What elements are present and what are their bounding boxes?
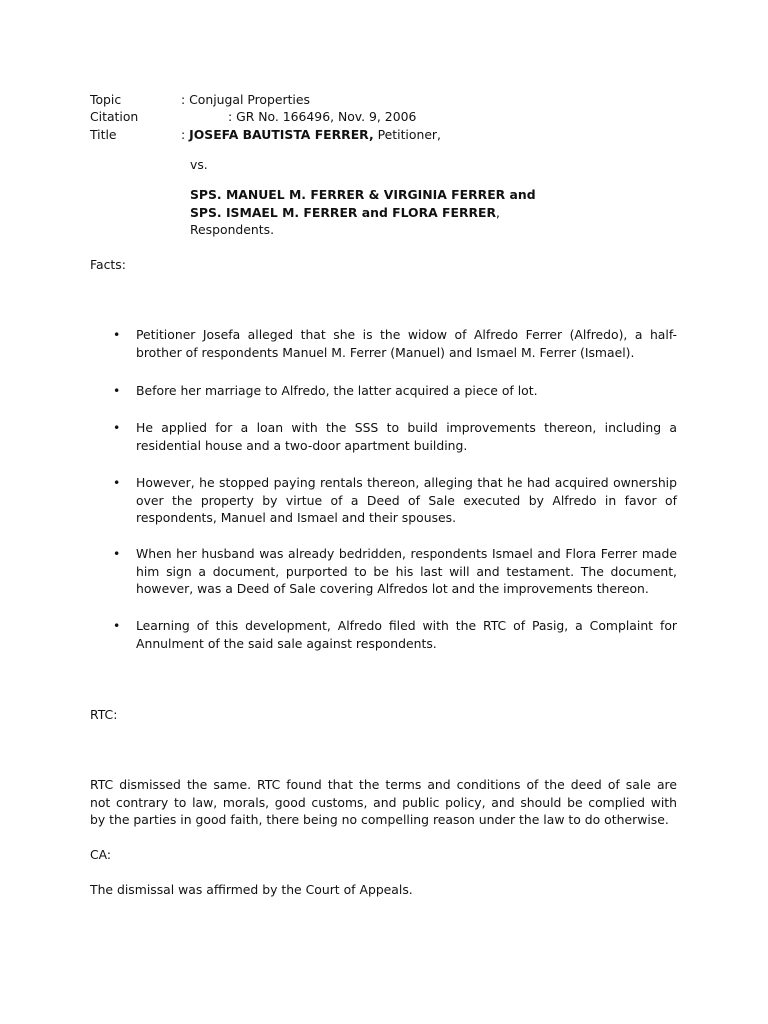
fact-4-line-1: However, he stopped paying rentals thereon, alleging that he had acquired ownership xyxy=(136,475,677,490)
fact-item-1 xyxy=(113,326,677,361)
rtc-paragraph xyxy=(90,776,677,829)
fact-5-line-2: him sign a document, purported to be his last will and testament. The document, xyxy=(136,563,677,579)
versus-text: vs. xyxy=(190,157,208,172)
petitioner-role: Petitioner, xyxy=(377,127,441,142)
fact-3-line-1: He applied for a loan with the SSS to build improvements thereon, including a xyxy=(136,420,677,435)
topic-label: Topic xyxy=(90,92,122,107)
citation-label: Citation xyxy=(90,109,139,124)
rtc-heading: RTC: xyxy=(90,707,118,722)
fact-3-line-2: residential house and a two-door apartment building. xyxy=(136,437,468,453)
bullet-icon: • xyxy=(113,546,121,561)
bullet-icon: • xyxy=(113,618,121,633)
title-value xyxy=(181,126,441,144)
ca-text: The dismissal was affirmed by the Court of Appeals. xyxy=(90,882,413,897)
facts-heading: Facts: xyxy=(90,257,126,272)
rtc-line-3: by the parties in good faith, there being no compelling reason under the law to do otherwise. xyxy=(90,812,669,828)
respondents-line-1: SPS. MANUEL M. FERRER & VIRGINIA FERRER and xyxy=(190,187,536,202)
respondents-role: Respondents. xyxy=(190,222,275,238)
fact-item-4 xyxy=(113,474,677,527)
bullet-icon: • xyxy=(113,327,121,342)
title-colon: : xyxy=(181,127,186,142)
fact-2-line-1: Before her marriage to Alfredo, the latter acquired a piece of lot. xyxy=(136,383,538,398)
rtc-line-1: RTC dismissed the same. RTC found that the terms and conditions of the deed of sale are xyxy=(90,777,677,792)
respondents-block xyxy=(190,186,536,239)
bullet-icon: • xyxy=(113,383,121,398)
fact-5-line-3: however, was a Deed of Sale covering Alfredos lot and the improvements thereon. xyxy=(136,581,649,597)
fact-6-line-1: Learning of this development, Alfredo filed with the RTC of Pasig, a Complaint for xyxy=(136,618,677,633)
fact-1-line-2: brother of respondents Manuel M. Ferrer (Manuel) and Ismael M. Ferrer (Ismael). xyxy=(136,344,635,360)
rtc-line-2: not contrary to law, morals, good customs, and public policy, and should be complied with xyxy=(90,794,677,810)
ca-heading: CA: xyxy=(90,847,112,862)
topic-value: : Conjugal Properties xyxy=(181,92,310,107)
fact-item-5 xyxy=(113,545,677,598)
fact-4-line-3: respondents, Manuel and Ismael and their spouses. xyxy=(136,510,457,526)
fact-item-3 xyxy=(113,419,677,454)
fact-4-line-2: over the property by virtue of a Deed of Sale executed by Alfredo in favor of xyxy=(136,492,677,508)
bullet-icon: • xyxy=(113,475,121,490)
fact-5-line-1: When her husband was already bedridden, respondents Ismael and Flora Ferrer made xyxy=(136,546,677,561)
bullet-icon: • xyxy=(113,420,121,435)
fact-item-2 xyxy=(113,382,677,400)
fact-item-6 xyxy=(113,617,677,652)
petitioner-name: JOSEFA BAUTISTA FERRER, xyxy=(189,127,374,142)
fact-6-line-2: Annulment of the said sale against respondents. xyxy=(136,635,437,651)
citation-value: : GR No. 166496, Nov. 9, 2006 xyxy=(228,109,417,124)
title-label: Title xyxy=(90,127,117,142)
fact-1-line-1: Petitioner Josefa alleged that she is the widow of Alfredo Ferrer (Alfredo), a half- xyxy=(136,327,677,342)
respondents-line-2: SPS. ISMAEL M. FERRER and FLORA FERRER xyxy=(190,204,497,220)
respondents-line-2-comma: , xyxy=(496,204,500,220)
